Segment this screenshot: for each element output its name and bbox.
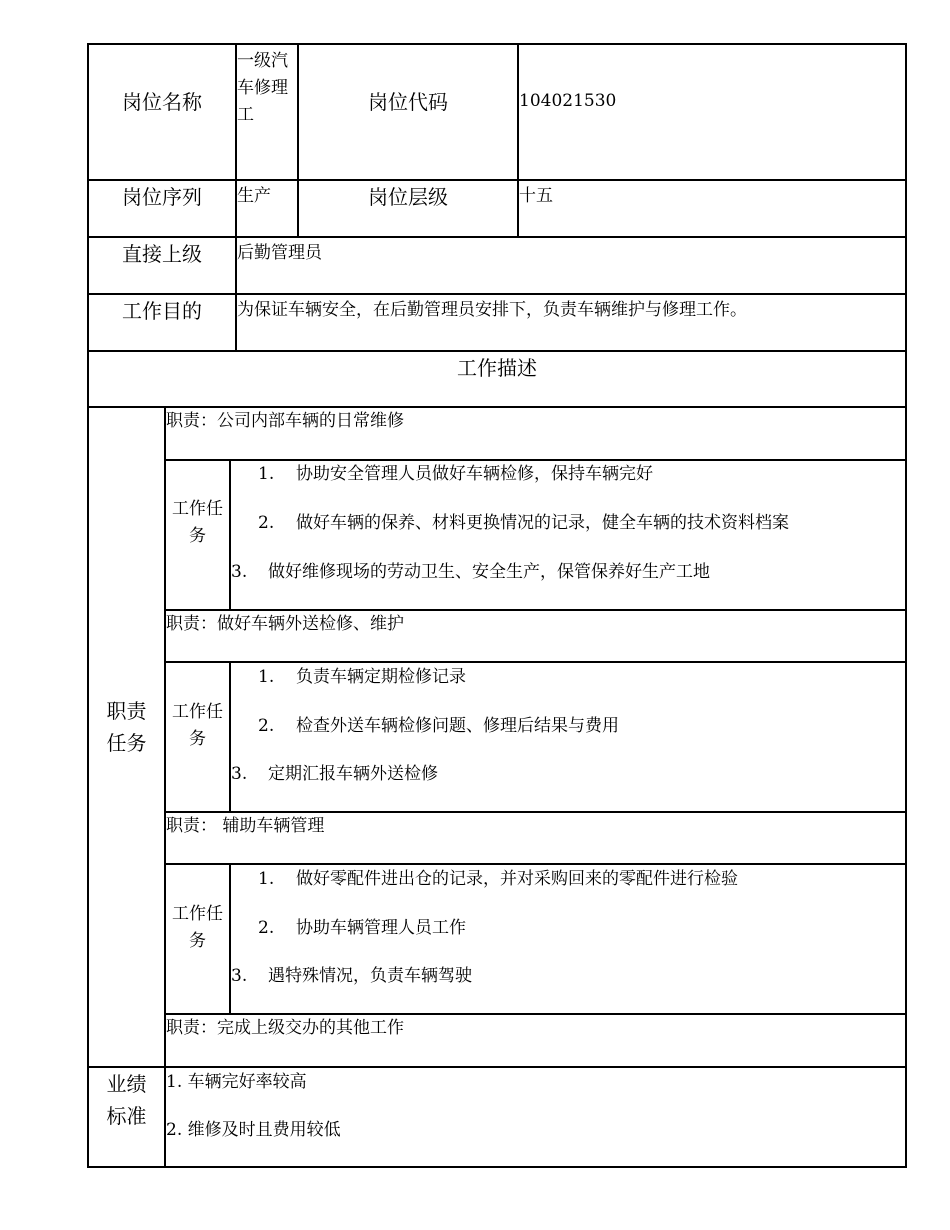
performance-label-line2: 标准	[106, 1104, 147, 1128]
task-number: 2.	[258, 716, 275, 736]
supervisor-label: 直接上级	[122, 242, 202, 266]
purpose-value: 为保证车辆安全，在后勤管理员安排下，负责车辆维护与修理工作。	[237, 300, 747, 320]
task-number: 2.	[258, 513, 275, 533]
task-number: 1.	[258, 667, 275, 687]
performance-label-line1: 业绩	[106, 1072, 147, 1096]
task-number: 3.	[231, 562, 248, 582]
task-number: 3.	[231, 966, 248, 986]
task-label-line2: 务	[189, 526, 206, 546]
task-number: 3.	[231, 764, 248, 784]
purpose-label: 工作目的	[122, 299, 202, 323]
position-level-label: 岗位层级	[368, 185, 448, 209]
duties-label-line1: 职责	[106, 699, 147, 723]
task-label-line2: 务	[189, 729, 206, 749]
position-name-label: 岗位名称	[122, 90, 202, 114]
position-code-value: 104021530	[519, 91, 617, 111]
task-number: 1.	[258, 464, 275, 484]
duty-title: 职责：完成上级交办的其他工作	[166, 1018, 404, 1038]
supervisor-value: 后勤管理员	[237, 243, 322, 263]
position-name-value: 一级汽车修理工	[237, 51, 288, 125]
task-label-line2: 务	[189, 931, 206, 951]
task-label-line1: 工作任	[172, 499, 223, 519]
description-title: 工作描述	[457, 356, 537, 380]
task-label-line1: 工作任	[172, 904, 223, 924]
duties-label-line2: 任务	[106, 731, 147, 755]
position-series-label: 岗位序列	[122, 185, 202, 209]
position-code-label: 岗位代码	[368, 90, 448, 114]
duty-title: 职责： 辅助车辆管理	[166, 816, 325, 836]
performance-item: 1. 车辆完好率较高	[166, 1072, 307, 1092]
performance-item: 2. 维修及时且费用较低	[166, 1120, 341, 1140]
task-text: 负责车辆定期检修记录	[296, 667, 466, 687]
duty-title: 职责：公司内部车辆的日常维修	[166, 411, 404, 431]
task-number: 1.	[258, 869, 275, 889]
task-number: 2.	[258, 918, 275, 938]
duty-title: 职责：做好车辆外送检修、维护	[166, 614, 404, 634]
task-label-line1: 工作任	[172, 702, 223, 722]
task-text: 检查外送车辆检修问题、修理后结果与费用	[296, 716, 619, 736]
task-text: 遇特殊情况，负责车辆驾驶	[268, 966, 472, 986]
task-text: 协助车辆管理人员工作	[296, 918, 466, 938]
task-text: 协助安全管理人员做好车辆检修，保持车辆完好	[296, 464, 653, 484]
task-text: 做好零配件进出仓的记录，并对采购回来的零配件进行检验	[296, 869, 738, 889]
position-level-value: 十五	[519, 186, 553, 206]
task-text: 定期汇报车辆外送检修	[268, 764, 438, 784]
task-text: 做好维修现场的劳动卫生、安全生产，保管保养好生产工地	[268, 562, 710, 582]
task-text: 做好车辆的保养、材料更换情况的记录，健全车辆的技术资料档案	[296, 513, 789, 533]
position-series-value: 生产	[237, 186, 271, 206]
